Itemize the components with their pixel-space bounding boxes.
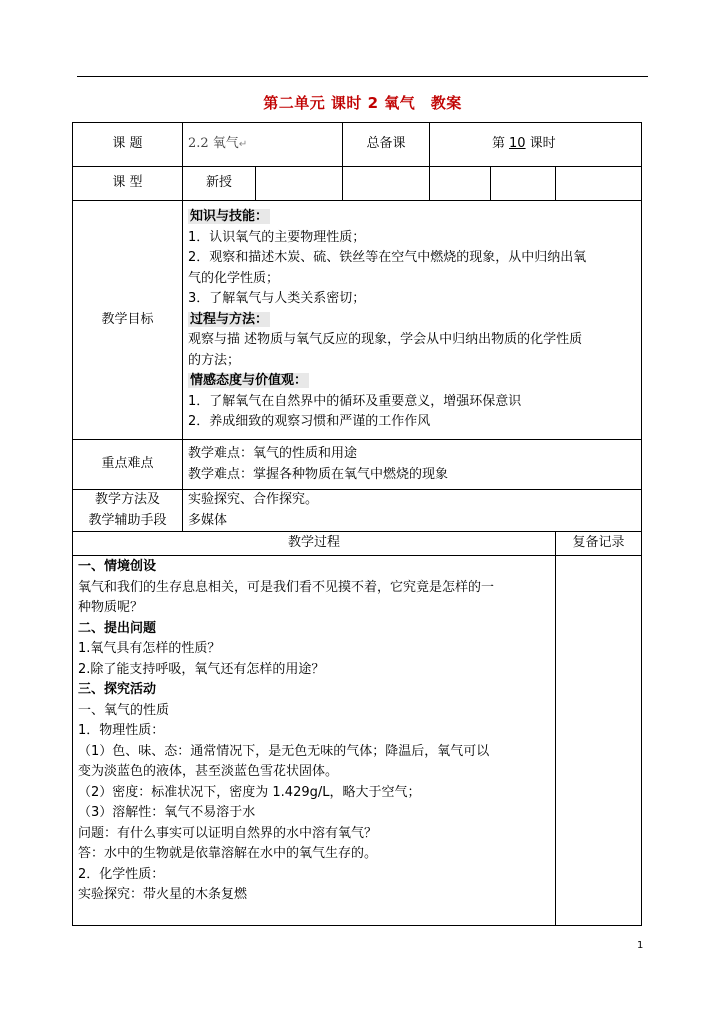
methods-content: 实验探究、合作探究。 多媒体: [183, 490, 642, 532]
row-objectives: [73, 201, 642, 440]
label-topic: 课 题: [73, 123, 183, 167]
paragraph-mark-icon: ↵: [238, 138, 248, 150]
label-type: 课 型: [73, 167, 183, 201]
heading-process: 过程与方法：: [190, 311, 269, 327]
page-number: 1: [637, 940, 644, 951]
record-header: 复备记录: [556, 532, 642, 556]
section-scenario: 一、情境创设: [78, 559, 157, 574]
empty-cell: [256, 167, 343, 201]
row-keypoints: [73, 440, 642, 490]
row-process-body: [73, 556, 642, 926]
lesson-plan-table: [72, 122, 642, 926]
row-methods: [73, 490, 642, 532]
empty-cell: [343, 167, 430, 201]
header-rule: [77, 76, 648, 77]
section-questions: 二、提出问题: [78, 620, 157, 636]
keypoints-content: 教学难点：氧气的性质和用途 教学难点：掌握各种物质在氧气中燃烧的现象: [183, 440, 642, 490]
objectives-content: 知识与技能： 1．认识氧气的主要物理性质； 2．观察和描述木炭、硫、铁丝等在空气中燃烧的现象，从中归纳出氧 气的化学性质； 3．了解氧气与人类关系密切； 过程与方法： 观察与描 述物质与氧气反应的现象，学会从中归纳出物质的化学性质 的方法； 情感态度与价值观： 1．了解氧气在自然界中的循环及重要意义，增强环保意识 2．养成细致的观察习惯和严谨的工作作风: [183, 201, 642, 440]
process-content: 一、情境创设 氧气和我们的生存息息相关，可是我们看不见摸不着，它究竟是怎样的一 种物质呢？ 二、提出问题 1.氧气具有怎样的性质？ 2.除了能支持呼吸，氧气还有怎样的用途？ 三、探究活动 一、氧气的性质 1．物理性质： （1）色、味、态：通常情况下，是无色无味的气体；降温后，氧气可以 变为淡蓝色的液体，甚至淡蓝色雪花状固体。 （2）密度：标准状况下，密度为 1.429g/L，略大于空气； （3）溶解性：氧气不易溶于水 问题：有什么事实可以证明自然界的水中溶有氧气？ 答：水中的生物就是依靠溶解在水中的氧气生存的。 2．化学性质： 实验探究：带火星的木条复燃: [73, 556, 556, 926]
topic-value: 2.2 氧气↵: [183, 123, 343, 167]
empty-cell: [491, 167, 556, 201]
lesson-number: 10: [509, 136, 526, 152]
section-activities: 三、探究活动: [78, 682, 157, 697]
lesson-count: 第 10 课时: [430, 123, 642, 167]
process-header: 教学过程: [73, 532, 556, 556]
empty-cell: [556, 167, 642, 201]
row-process-header: [73, 532, 642, 556]
type-value: 新授: [183, 167, 256, 201]
row-type: [73, 167, 642, 201]
heading-knowledge: 知识与技能：: [190, 209, 269, 225]
label-objectives: 教学目标: [73, 201, 183, 440]
label-total-lessons: 总备课: [343, 123, 430, 167]
record-content: [556, 556, 642, 926]
row-topic: [73, 123, 642, 167]
heading-emotion: 情感态度与价值观：: [190, 373, 308, 389]
page-title: 第二单元 课时 2 氧气 教案: [263, 94, 462, 112]
label-methods: 教学方法及 教学辅助手段: [73, 490, 183, 532]
empty-cell: [430, 167, 491, 201]
label-keypoints: 重点难点: [73, 440, 183, 490]
